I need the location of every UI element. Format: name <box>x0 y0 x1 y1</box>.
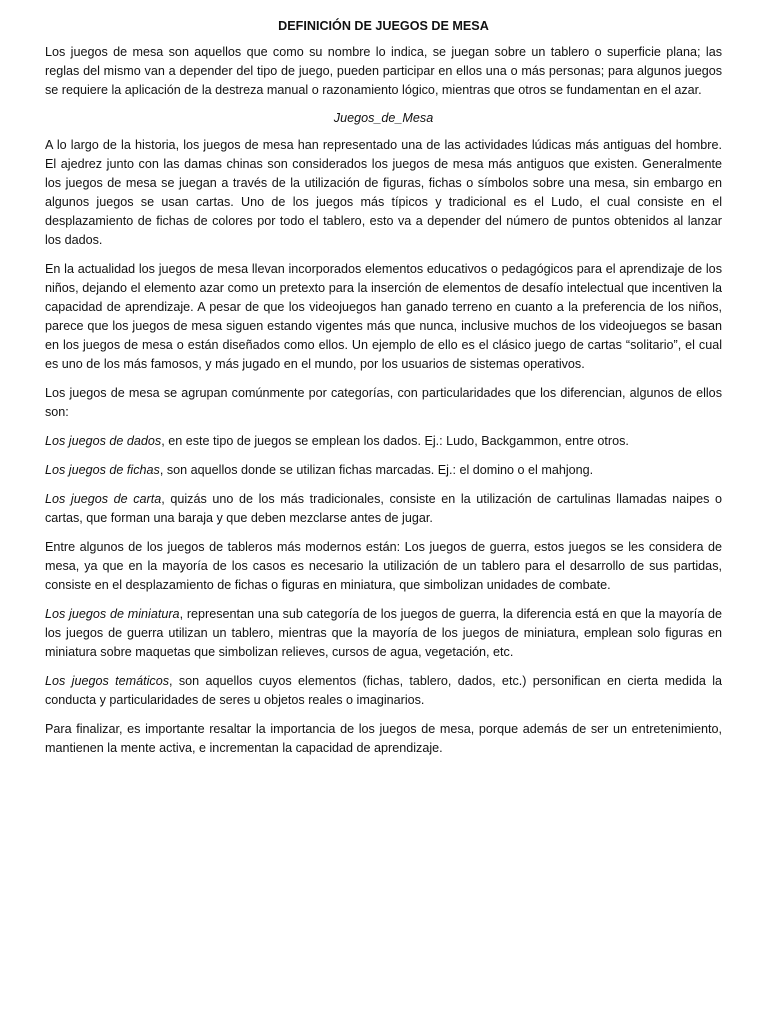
document-title: DEFINICIÓN DE JUEGOS DE MESA <box>278 19 489 33</box>
modern-games-paragraph: Entre algunos de los juegos de tableros más modernos están: Los juegos de guerra, estos juegos se les considera de mesa, ya que en la mayoría de los casos es necesario la utilización de un tablero para el desarrollo de sus partidas, consiste en el desplazamiento de fichas o figuras en miniatura, que simbolizan unidades de combate. <box>45 540 722 592</box>
miniature-games-term: Los juegos de miniatura <box>45 607 180 621</box>
thematic-games-term: Los juegos temáticos <box>45 674 170 688</box>
dice-games-text: , en este tipo de juegos se emplean los dados. Ej.: Ludo, Backgammon, entre otros. <box>161 434 629 448</box>
today-paragraph: En la actualidad los juegos de mesa llevan incorporados elementos educativos o pedagógicos para el aprendizaje de los niños, dejando el elemento azar como un pretexto para la inserción de elementos de desafío intelectual que incentiven la capacidad de aprendizaje. A pesar de que los videojuegos han ganado terreno en cuanto a la preferencia de los niños, parece que los juegos de mesa siguen estando vigentes más que nunca, inclusive muchos de los videojuegos se basan en los juegos de mesa o están diseñados como ellos. Un ejemplo de ello es el clásico juego de cartas “solitario”, el cual es uno de los más famosos, y más jugado en el mundo, por los usuarios de sistemas operativos. <box>45 262 722 371</box>
card-games-term: Los juegos de carta <box>45 492 162 506</box>
conclusion-paragraph: Para finalizar, es importante resaltar la importancia de los juegos de mesa, porque además de ser un entretenimiento, mantienen la mente activa, e incrementan la capacidad de aprendizaje. <box>45 722 722 755</box>
tile-games-paragraph <box>45 461 722 480</box>
dice-games-term: Los juegos de dados <box>45 434 162 448</box>
card-games-text: , quizás uno de los más tradicionales, consiste en la utilización de cartulinas llamadas naipes o cartas, que forman una baraja y que deben mezclarse antes de jugar. <box>45 492 723 525</box>
intro-paragraph: Los juegos de mesa son aquellos que como su nombre lo indica, se juegan sobre un tablero o superficie plana; las reglas del mismo van a depender del tipo de juego, pueden participar en ellos una o más personas; para algunos juegos se requiere la aplicación de la destreza manual o razonamiento lógico, mientras que otros se fundamentan en el azar. <box>45 45 722 97</box>
miniature-games-text: , representan una sub categoría de los juegos de guerra, la diferencia está en que la mayoría de los juegos de guerra utilizan un tablero, mientras que la mayoría de los juegos de miniatura, emplean solo figuras en miniatura sobre maquetas que simbolizan relieves, cursos de agua, vegetación, etc. <box>45 607 722 659</box>
dice-games-paragraph <box>45 432 722 451</box>
document-page <box>45 18 722 768</box>
thematic-games-paragraph <box>45 672 722 710</box>
tile-games-term: Los juegos de fichas <box>45 463 160 477</box>
card-games-paragraph <box>45 490 722 528</box>
thematic-games-text: , son aquellos cuyos elementos (fichas, tablero, dados, etc.) personifican en cierta medida la conducta y particularidades de seres u objetos reales o imaginarios. <box>45 674 722 707</box>
document-subtitle: Juegos_de_Mesa <box>333 111 434 125</box>
categories-intro-paragraph: Los juegos de mesa se agrupan comúnmente por categorías, con particularidades que los diferencian, algunos de ellos son: <box>45 386 722 419</box>
tile-games-text: , son aquellos donde se utilizan fichas marcadas. Ej.: el domino o el mahjong. <box>159 463 594 477</box>
miniature-games-paragraph <box>45 605 722 662</box>
history-paragraph: A lo largo de la historia, los juegos de mesa han representado una de las actividades lúdicas más antiguas del hombre. El ajedrez junto con las damas chinas son considerados los juegos de mesa más antiguos que existen. Generalmente los juegos de mesa se juegan a través de la utilización de figuras, fichas o símbolos sobre una mesa, sin embargo en algunos juegos se usan cartas. Uno de los juegos más típicos y tradicional es el Ludo, el cual consiste en el desplazamiento de fichas de colores por todo el tablero, esto va a depender del número de puntos obtenidos al lanzar los dados. <box>45 138 722 247</box>
